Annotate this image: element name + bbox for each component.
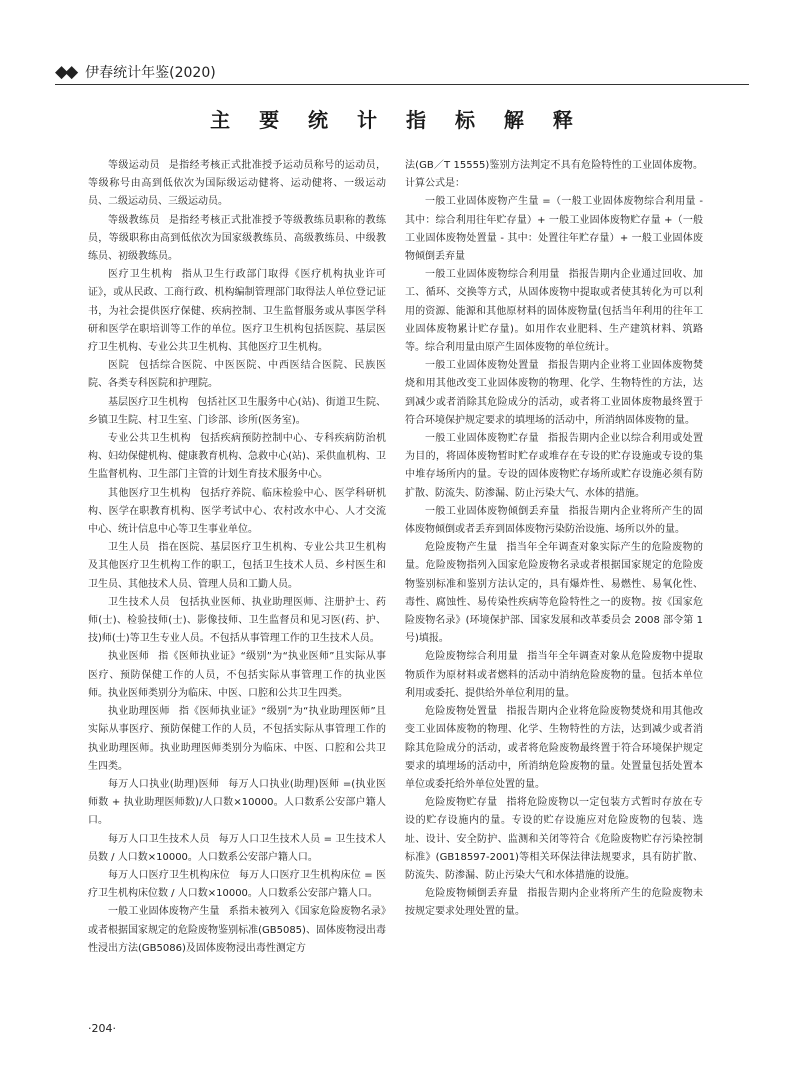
entry-text: 包括执业医师、执业助理医师、注册护士、药师(士)、检验技师(士)、影像技师、卫生监督员和见习医(药、护、技)师(士)等卫生专业人员。不包括从事管理工作的卫生技术人员。 — [88, 596, 387, 645]
entry-text: 指报告期内企业将所产生的固体废物倾倒或者丢弃到固体废物污染防治设施、场所以外的量。 — [405, 505, 704, 536]
entry-term: 卫生技术人员 — [108, 596, 171, 608]
entry-term: 危险废物处置量 — [425, 706, 498, 718]
entry-term: 每万人口卫生技术人员 — [108, 833, 210, 845]
entry-paragraph — [88, 831, 386, 867]
entry-term: 基层医疗卫生机构 — [108, 396, 189, 408]
continuation-paragraph: 法(GB／T 15555)鉴别方法判定不具有危险特性的工业固体废物。计算公式是： — [405, 160, 703, 190]
entry-text: 包括社区卫生服务中心(站)、街道卫生院、乡镇卫生院、村卫生室、门诊部、诊所(医务室)。 — [88, 396, 386, 426]
entry-text: 包括疾病预防控制中心、专科疾病防治机构、妇幼保健机构、健康教育机构、急救中心(站)、采供血机构、卫生监督机构、卫生部门主管的计划生育技术服务中心。 — [88, 433, 387, 481]
right-column — [405, 157, 703, 922]
entry-paragraph — [88, 648, 386, 703]
entry-term: 危险废物贮存量 — [425, 797, 498, 809]
entry-text: 指在医院、基层医疗卫生机构、专业公共卫生机构及其他医疗卫生机构工作的职工，包括卫生技术人员、乡村医生和卫生员、其他技术人员、管理人员和工勤人员。 — [88, 542, 387, 590]
entry-paragraph — [88, 539, 386, 594]
entry-paragraph — [88, 703, 386, 776]
entry-term: 一般工业固体废物倾倒丢弃量 — [425, 505, 560, 517]
entry-term: 医院 — [108, 360, 130, 372]
entry-term: 专业公共卫生机构 — [108, 433, 191, 445]
entry-term: 等级教练员 — [108, 214, 160, 226]
entry-paragraph — [88, 867, 386, 903]
entry-paragraph — [405, 357, 703, 430]
entry-term: 其他医疗卫生机构 — [108, 487, 191, 499]
entry-text: 包括疗养院、临床检验中心、医学科研机构、医学在职教育机构、医学考试中心、农村改水中心、人才交流中心、统计信息中心等卫生事业单位。 — [88, 487, 387, 536]
entry-paragraph — [88, 266, 386, 357]
page-title: 主 要 统 计 指 标 解 释 — [210, 108, 584, 132]
yearbook-title: 伊春统计年鉴(2020) — [85, 65, 216, 81]
entry-text: 指《医师执业证》“级别”为“执业助理医师”且实际从事医疗、预防保健工作的人员，不包括实际从事管理工作的执业助理医师。执业助理医师类别分为临床、中医、口腔和公共卫生四类。 — [88, 706, 386, 772]
entry-term: 危险废物综合利用量 — [425, 651, 519, 663]
entry-paragraph — [405, 703, 703, 794]
entry-text: 指当年全年调查对象实际产生的危险废物的量。危险废物指列入国家危险废物名录或者根据国家规定的危险废物鉴别标准和鉴别方法认定的，具有爆炸性、易燃性、易氧化性、毒性、腐蚀性、易传染性疾病等危险特性之一的废物。按《国家危险废物名录》(环境保护部、国家发展和改革委员会 2008 部令第 1 号)填报。 — [405, 542, 704, 645]
entry-paragraph — [88, 903, 386, 958]
entry-paragraph — [88, 394, 386, 430]
entry-paragraph — [88, 485, 386, 540]
entry-text: 每万人口卫生技术人员 = 卫生技术人员数 / 人口数×10000。人口数系公安部户籍人口。 — [88, 833, 386, 863]
entry-text: 指报告期内企业将所产生的危险废物未按规定要求处理处置的量。 — [405, 888, 704, 918]
running-header — [55, 62, 216, 82]
entry-paragraph — [405, 539, 703, 648]
entry-term: 一般工业固体废物综合利用量 — [425, 269, 560, 281]
entry-paragraph — [405, 503, 703, 539]
entry-term: 每万人口执业(助理)医师 — [108, 778, 220, 790]
entry-paragraph — [405, 885, 703, 921]
entry-text: 指报告期内企业将工业固体废物焚烧和用其他改变工业固体废物的物理、化学、生物特性的方法，达到减少或者消除其危险成分的活动，或者将工业固体废物最终置于符合环境保护规定要求的填埋场的活动中，所消纳固体废物的量。 — [405, 360, 704, 426]
entry-term: 等级运动员 — [108, 160, 160, 171]
entry-text: 系指未被列入《国家危险废物名录》或者根据国家规定的危险废物鉴别标准(GB5085)、固体废物浸出毒性浸出方法(GB5086)及固体废物浸出毒性测定方 — [88, 906, 387, 954]
entry-text: 指从卫生行政部门取得《医疗机构执业许可证》，或从民政、工商行政、机构编制管理部门取得法人单位登记证书，为社会提供医疗保健、疾病控制、卫生监督服务或从事医学科研和医学在职培训等工作的单位。医疗卫生机构包括医院、基层医疗卫生机构、专业公共卫生机构、其他医疗卫生机构。 — [88, 269, 386, 354]
left-column — [88, 157, 386, 958]
entry-paragraph — [88, 594, 386, 649]
entry-paragraph — [88, 212, 386, 267]
formula-paragraph: 一般工业固体废物产生量 =（一般工业固体废物综合利用量 - 其中：综合利用往年贮存量）+ 一般工业固体废物贮存量 +（一般工业固体废物处置量 - 其中：处置往年贮存量）+ 一般工业固体废物倾倒丢弃量 — [405, 196, 703, 263]
entry-text: 指报告期内企业通过回收、加工、循环、交换等方式，从固体废物中提取或者使其转化为可以利用的资源、能源和其他原材料的固体废物量(包括当年利用的往年工业固体废物累计贮存量)。如用作农业肥料、生产建筑材料、筑路等。综合利用量由原产生固体废物的单位统计。 — [405, 269, 704, 354]
entry-term: 医疗卫生机构 — [108, 269, 173, 281]
entry-paragraph — [88, 776, 386, 831]
entry-text: 每万人口执业(助理)医师 =(执业医师数 + 执业助理医师数)/人口数×10000。人口数系公安部户籍人口。 — [88, 778, 386, 827]
entry-text: 包括综合医院、中医医院、中西医结合医院、民族医院、各类专科医院和护理院。 — [88, 360, 387, 390]
entry-term: 一般工业固体废物产生量 — [108, 906, 220, 918]
entry-text: 是指经考核正式批准授予等级教练员职称的教练员，等级职称由高到低依次为国家级教练员、高级教练员、中级教练员、初级教练员。 — [88, 214, 387, 263]
entry-paragraph — [405, 430, 703, 503]
entry-term: 卫生人员 — [108, 542, 150, 554]
entry-term: 每万人口医疗卫生机构床位 — [108, 869, 230, 881]
entry-paragraph — [88, 157, 386, 212]
entry-term: 执业助理医师 — [108, 706, 170, 718]
entry-term: 危险废物倾倒丢弃量 — [425, 888, 519, 900]
entry-term: 一般工业固体废物处置量 — [425, 360, 539, 372]
entry-text: 指将危险废物以一定包装方式暂时存放在专设的贮存设施内的量。专设的贮存设施应对危险废物的包装、选址、设计、安全防护、监测和关闭等符合《危险废物贮存污染控制标准》(GB18597-2001)等相关环保法律法规要求，具有防扩散、防流失、防渗漏、防止污染大气和水体措施的设施。 — [405, 797, 704, 881]
entry-text: 是指经考核正式批准授予运动员称号的运动员，等级称号由高到低依次为国际级运动健将、运动健将、一级运动员、二级运动员、三级运动员。 — [88, 160, 387, 208]
entry-paragraph — [405, 794, 703, 885]
entry-text: 指报告期内企业以综合利用或处置为目的，将固体废物暂时贮存或堆存在专设的贮存设施或专设的集中堆存场所内的量。专设的固体废物贮存场所或贮存设施必须有防扩散、防流失、防渗漏、防止污染大气、水体的措施。 — [405, 433, 704, 499]
entry-term: 执业医师 — [108, 651, 150, 663]
entry-paragraph — [405, 648, 703, 703]
entry-text: 指当年全年调查对象从危险废物中提取物质作为原材料或者燃料的活动中消纳危险废物的量。包括本单位利用或委托、提供给外单位利用的量。 — [405, 651, 704, 699]
entry-paragraph — [88, 430, 386, 485]
diamond-bullets-icon: ◆◆ — [55, 62, 76, 82]
entry-text: 指报告期内企业将危险废物焚烧和用其他改变工业固体废物的物理、化学、生物特性的方法，达到减少或者消除其危险成分的活动，或者将危险废物最终置于符合环境保护规定要求的填埋场的活动中，所消纳危险废物的量。处置量包括处置本单位或委托给外单位处置的量。 — [405, 706, 704, 790]
entry-term: 危险废物产生量 — [425, 542, 498, 554]
page-number: ·204· — [88, 1022, 116, 1035]
entry-paragraph — [88, 357, 386, 393]
entry-text: 每万人口医疗卫生机构床位 = 医疗卫生机构床位数 / 人口数×10000。人口数系公安部户籍人口。 — [88, 869, 386, 900]
entry-text: 指《医师执业证》“级别”为“执业医师”且实际从事医疗、预防保健工作的人员，不包括实际从事管理工作的执业医师。执业医师类别分为临床、中医、口腔和公共卫生四类。 — [88, 651, 386, 699]
entry-term: 一般工业固体废物贮存量 — [425, 433, 539, 445]
header-rule — [55, 84, 749, 85]
entry-paragraph — [405, 266, 703, 357]
